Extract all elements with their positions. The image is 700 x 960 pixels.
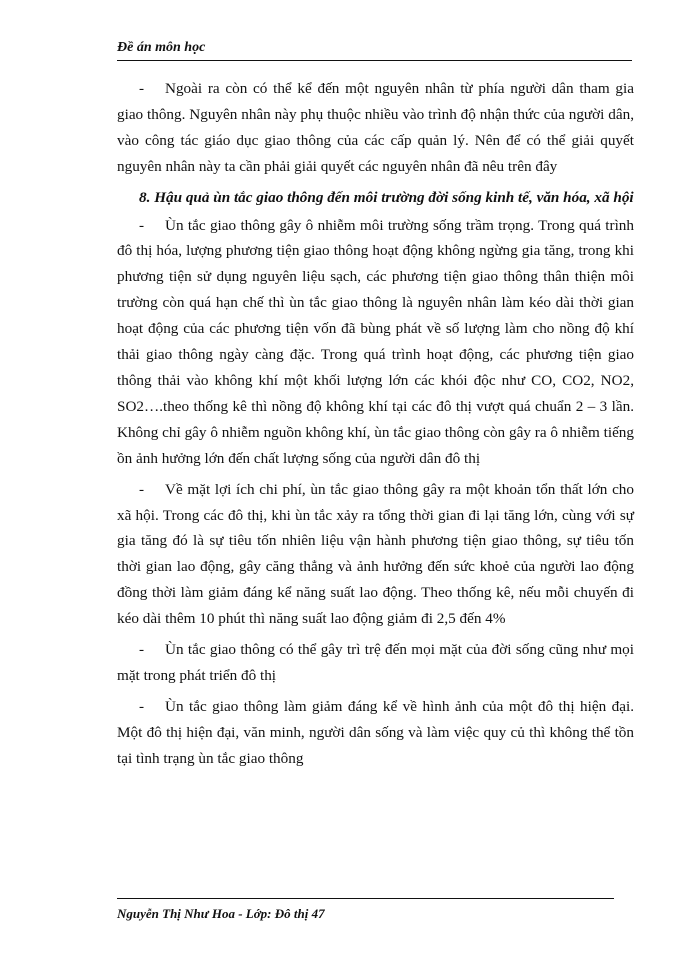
- bullet-dash: -: [139, 480, 145, 498]
- document-body: [117, 76, 634, 777]
- paragraph-4: [117, 637, 634, 689]
- footer-author: Nguyễn Thị Như Hoa - Lớp: Đô thị 47: [117, 906, 325, 921]
- bullet-dash: -: [139, 641, 145, 659]
- paragraph-5: [117, 694, 634, 772]
- page-footer: [117, 898, 614, 921]
- page-header: [117, 38, 632, 61]
- bullet-dash: -: [139, 697, 145, 715]
- paragraph-2-text: Ùn tắc giao thông gây ô nhiễm môi trường sống trầm trọng. Trong quá trình đô thị hóa, lượng phương tiện giao thông hoạt động không ngừng gia tăng, trong khi phương tiện sử dụng nguyên liệu sạch, các phương tiện giao thông thân thiện môi trường còn quá hạn chế thì ùn tắc giao thông là nguyên nhân làm kéo dài thời gian hoạt động của các phương tiện vốn đã bùng phát về số lượng làm cho nồng độ khí thải giao thông ngày càng đặc. Trong quá trình hoạt động, các phương tiện giao thông thải vào không khí một khối lượng lớn các khói độc như CO, CO2, NO2, SO2….theo thống kê thì nồng độ không khí tại các đô thị vượt quá chuẩn 2 – 3 lần. Không chỉ gây ô nhiễm nguồn không khí, ùn tắc giao thông còn gây ra ô nhiễm tiếng ồn ảnh hưởng lớn đến chất lượng sống của người dân đô thị: [117, 216, 634, 467]
- paragraph-1: [117, 76, 634, 180]
- paragraph-1-text: Ngoài ra còn có thể kể đến một nguyên nhân từ phía người dân tham gia giao thông. Nguyên nhân này phụ thuộc nhiều vào trình độ nhận thức của người dân, vào công tác giáo dục giao thông của các cấp quản lý. Nên để có thể giải quyết nguyên nhân này ta cần phải giải quyết các nguyên nhân đã nêu trên đây: [117, 80, 634, 175]
- paragraph-3-text: Về mặt lợi ích chi phí, ùn tắc giao thông gây ra một khoản tổn thất lớn cho xã hội. Trong các đô thị, khi ùn tắc xảy ra tổng thời gian đi lại tăng lớn, cùng với sự gia tăng đó là sự tiêu tốn nhiên liệu vận hành phương tiện giao thông, sự tiêu tốn thời gian lao động, gây căng thẳng và ảnh hưởng đến sức khoẻ của người lao động đồng thời làm giảm đáng kể năng suất lao động. Theo thống kê, nếu mỗi chuyến đi kéo dài thêm 10 phút thì năng suất lao động giảm đi 2,5 đến 4%: [117, 480, 634, 628]
- paragraph-2: [117, 213, 634, 472]
- paragraph-3: [117, 477, 634, 632]
- bullet-dash: -: [139, 216, 145, 234]
- paragraph-4-text: Ùn tắc giao thông có thể gây trì trệ đến mọi mặt của đời sống cũng như mọi mặt trong phát triển đô thị: [117, 641, 634, 684]
- paragraph-5-text: Ùn tắc giao thông làm giảm đáng kể về hình ảnh của một đô thị hiện đại. Một đô thị hiện đại, văn minh, người dân sống và làm việc quy củ thì không thể tồn tại tình trạng ùn tắc giao thông: [117, 697, 634, 767]
- bullet-dash: -: [139, 80, 145, 97]
- header-title: Đề án môn học: [117, 40, 206, 55]
- section-heading: 8. Hậu quả ùn tắc giao thông đến môi trường đời sống kinh tế, văn hóa, xã hội: [139, 188, 634, 206]
